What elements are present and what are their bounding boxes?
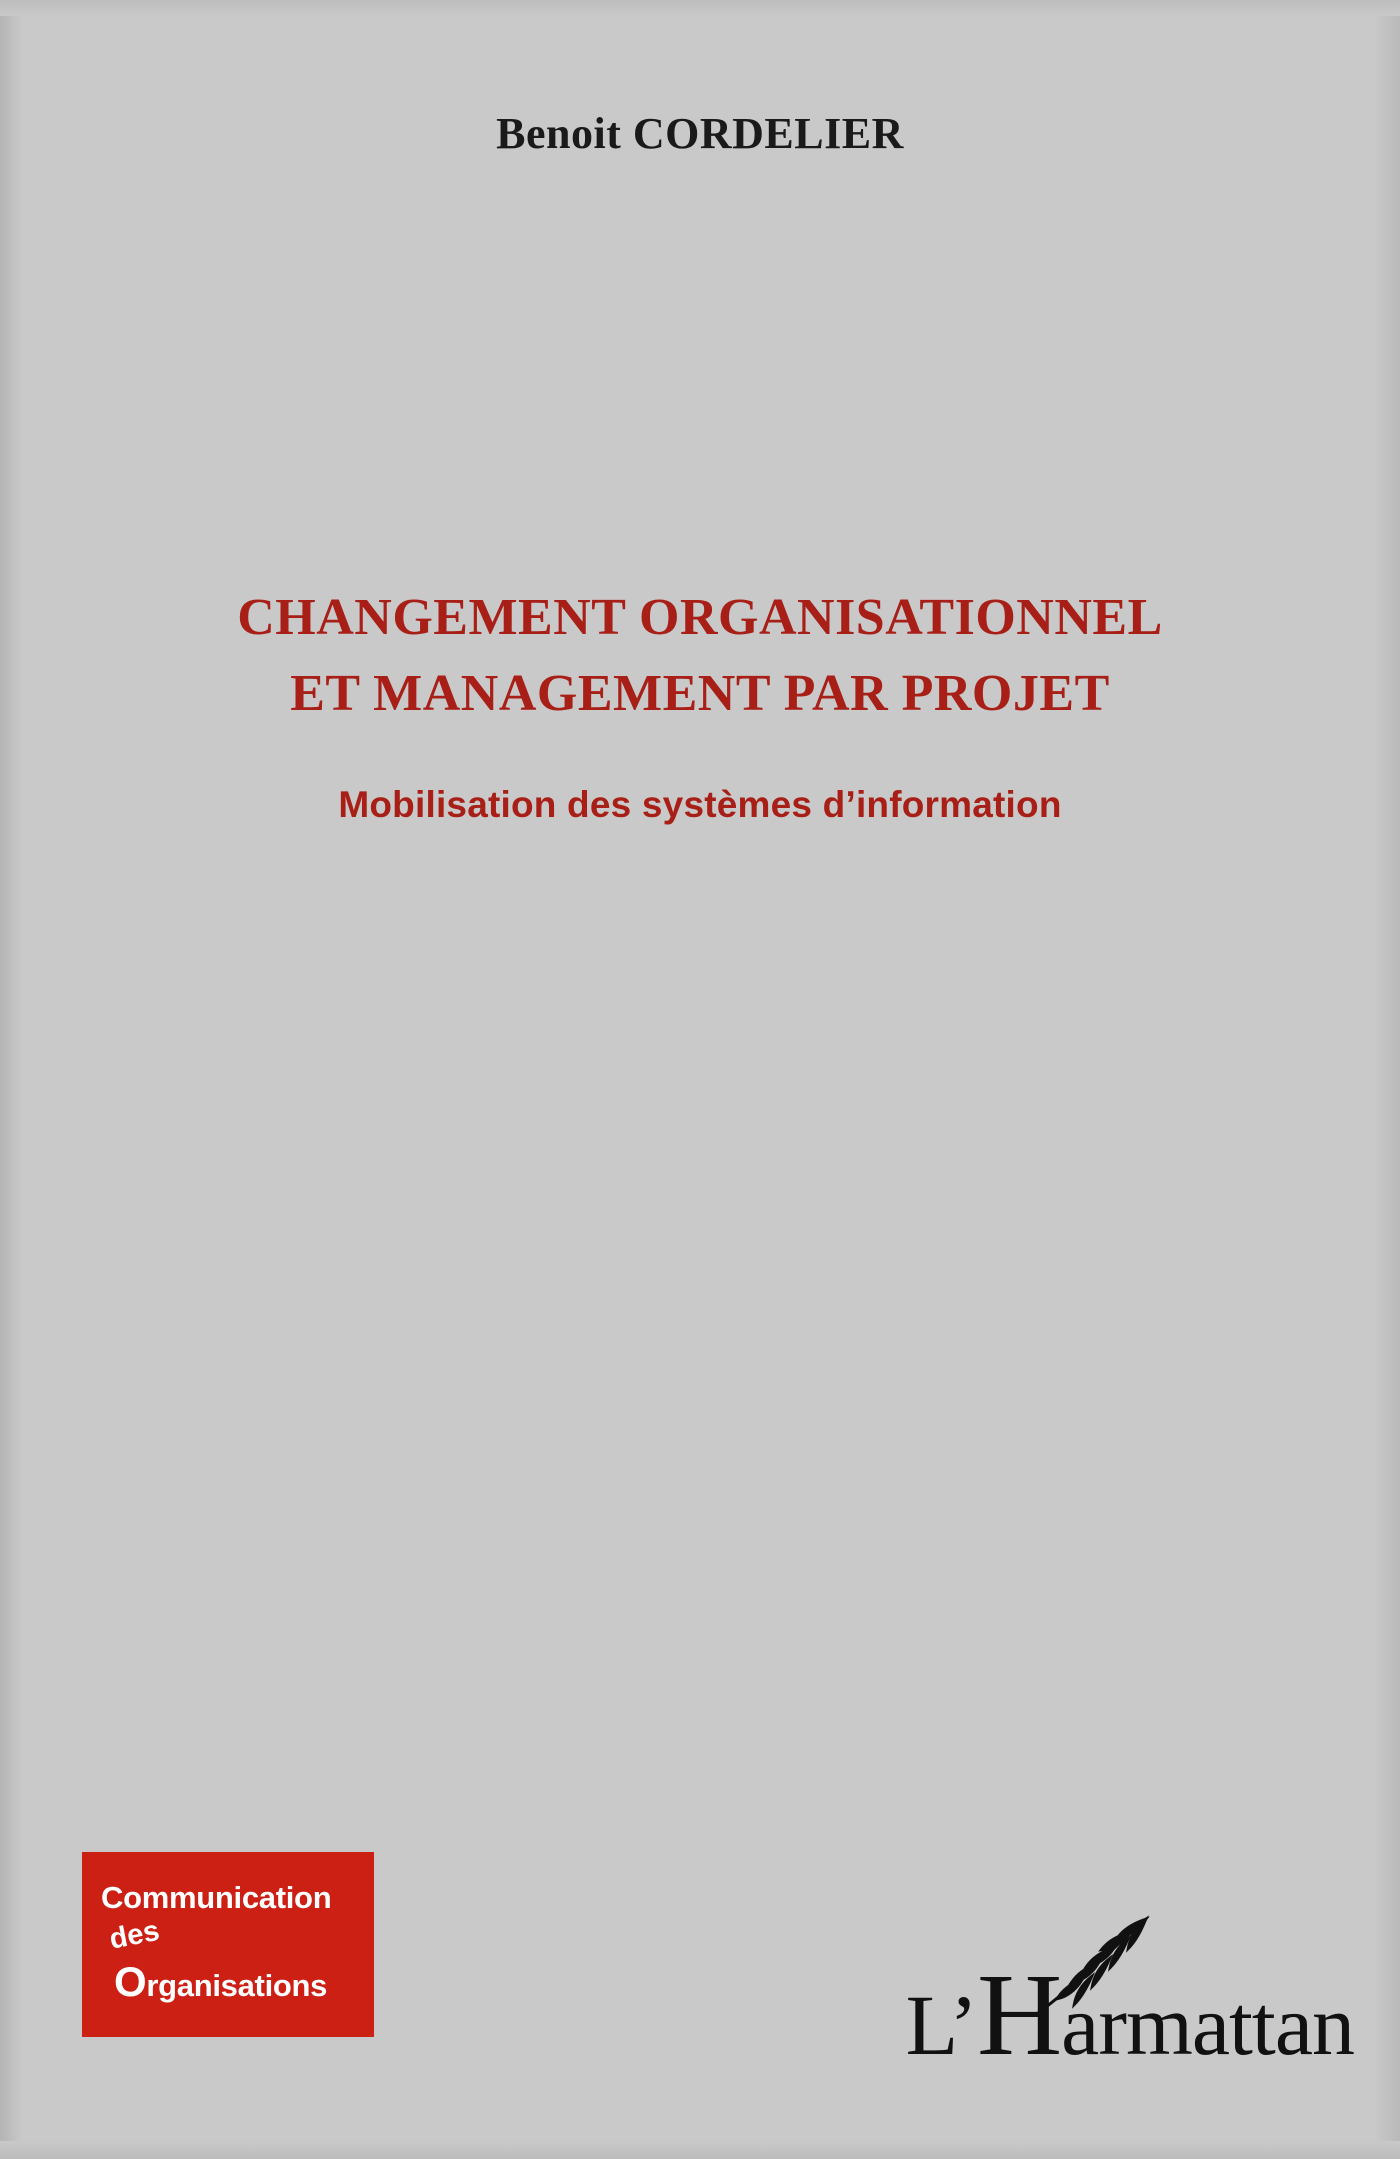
collection-organisations-rest: rganisations [146,1968,328,2003]
book-title-line-1: CHANGEMENT ORGANISATIONNEL [237,589,1163,646]
collection-line-des: des [106,1914,163,1956]
collection-line-organisations [114,1958,328,2005]
author-name: Benoit CORDELIER [496,109,904,158]
book-subtitle: Mobilisation des systèmes d’information [338,783,1062,825]
publisher-initial-h: H [976,1949,1062,2080]
collection-line-communication: Communication [101,1880,332,1915]
title-block [70,580,1330,826]
cover-edge-shading-bottom [0,2141,1400,2159]
publisher-logo [905,1925,1354,2080]
publisher-name-rest: armattan [1061,1977,1354,2073]
cover-edge-shading-left [0,0,22,2159]
publisher-name [905,1949,1354,2080]
publisher-prefix: L’ [905,1977,977,2073]
cover-edge-shading-top [0,0,1400,16]
collection-initial-o: O [114,1958,147,2005]
collection-badge [82,1852,374,2037]
book-title-line-2: ET MANAGEMENT PAR PROJET [290,664,1110,722]
cover-edge-shading-right [1374,0,1400,2159]
